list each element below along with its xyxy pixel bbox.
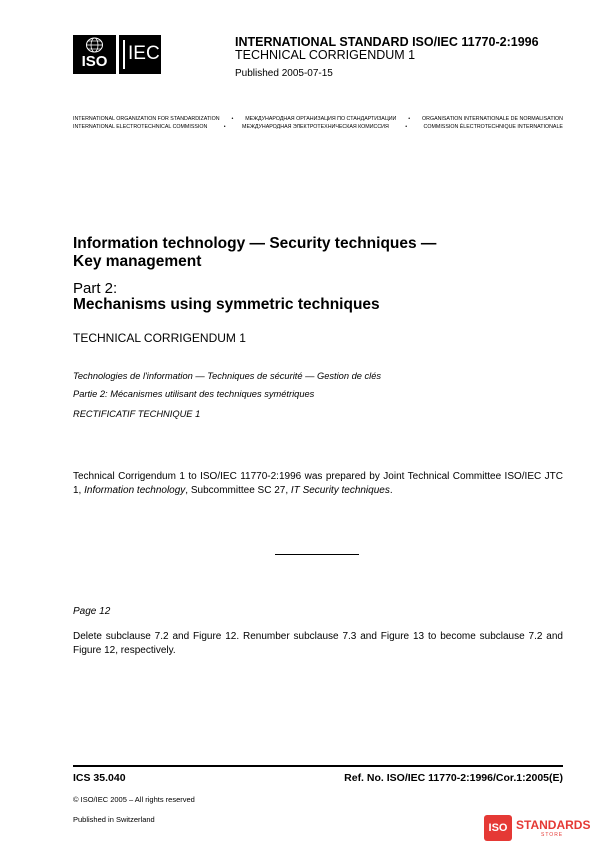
bullet: • xyxy=(223,124,226,130)
bullet: • xyxy=(231,116,234,122)
iec-logo xyxy=(119,35,161,74)
corrigendum-label: TECHNICAL CORRIGENDUM 1 xyxy=(73,331,246,345)
iso-logo xyxy=(73,35,116,74)
part-title: Mechanisms using symmetric techniques xyxy=(73,296,380,313)
org-name: МЕЖДУНАРОДНАЯ ЭЛЕКТРОТЕХНИЧЕСКАЯ КОМИССИЯ xyxy=(242,124,389,130)
title-line-1: Information technology — Security techniques — xyxy=(73,235,437,252)
document-title xyxy=(73,235,436,271)
corrigendum-heading: TECHNICAL CORRIGENDUM 1 xyxy=(235,48,416,62)
org-name: ORGANISATION INTERNATIONALE DE NORMALISATION xyxy=(422,116,563,122)
intro-text: Technical Corrigendum 1 to ISO/IEC 11770-2:1996 was prepared by Joint Technical Committee ISO/IEC JTC 1, xyxy=(73,471,563,496)
french-title: Technologies de l'information — Techniques de sécurité — Gestion de clés xyxy=(73,371,382,381)
watermark-store-text: STORE xyxy=(541,832,564,838)
separator-rule xyxy=(275,554,359,555)
intro-emphasis: IT Security techniques xyxy=(290,485,390,496)
iec-logo-text: IEC xyxy=(128,43,160,64)
ics-code: ICS 35.040 xyxy=(73,772,126,784)
intro-text: . xyxy=(389,485,393,496)
footer-rule xyxy=(73,765,563,767)
intro-emphasis: Information technology xyxy=(84,485,186,496)
watermark-standards-text: STANDARDS xyxy=(516,818,591,832)
org-name: МЕЖДУНАРОДНАЯ ОРГАНИЗАЦИЯ ПО СТАНДАРТИЗАЦИИ xyxy=(245,116,397,122)
organizations-line-1 xyxy=(73,116,563,123)
org-name: COMMISSION ÉLECTROTECHNIQUE INTERNATIONALE xyxy=(423,124,563,130)
bullet: • xyxy=(408,116,411,122)
organizations-line-2 xyxy=(73,124,563,131)
bullet: • xyxy=(405,124,408,130)
reference-number: Ref. No. ISO/IEC 11770-2:1996/Cor.1:2005(E) xyxy=(344,772,563,784)
page-reference: Page 12 xyxy=(73,606,111,617)
published-in: Published in Switzerland xyxy=(73,815,155,824)
published-date: Published 2005-07-15 xyxy=(235,68,333,79)
french-part-title: Partie 2: Mécanismes utilisant des techniques symétriques xyxy=(73,389,315,399)
iec-logo-bar xyxy=(123,40,125,69)
instruction-paragraph: Delete subclause 7.2 and Figure 12. Renumber subclause 7.3 and Figure 13 to become subclause 7.2 and Figure 12, respectively. xyxy=(73,631,563,656)
org-name: INTERNATIONAL ORGANIZATION FOR STANDARDIZATION xyxy=(73,116,220,122)
standard-title: INTERNATIONAL STANDARD ISO/IEC 11770-2:1996 xyxy=(235,35,539,49)
copyright-notice: © ISO/IEC 2005 – All rights reserved xyxy=(73,795,195,804)
french-corrigendum: RECTIFICATIF TECHNIQUE 1 xyxy=(73,409,201,419)
iso-logo-text: ISO xyxy=(81,53,108,70)
intro-text: , Subcommittee SC 27, xyxy=(185,485,291,496)
title-line-2: Key management xyxy=(73,253,202,270)
watermark-iso-badge: ISO xyxy=(484,815,512,841)
part-label: Part 2: xyxy=(73,280,118,297)
iso-standards-store-watermark xyxy=(484,814,594,842)
intro-paragraph xyxy=(73,470,563,498)
globe-icon xyxy=(76,37,113,53)
org-name: INTERNATIONAL ELECTROTECHNICAL COMMISSION xyxy=(73,124,208,130)
